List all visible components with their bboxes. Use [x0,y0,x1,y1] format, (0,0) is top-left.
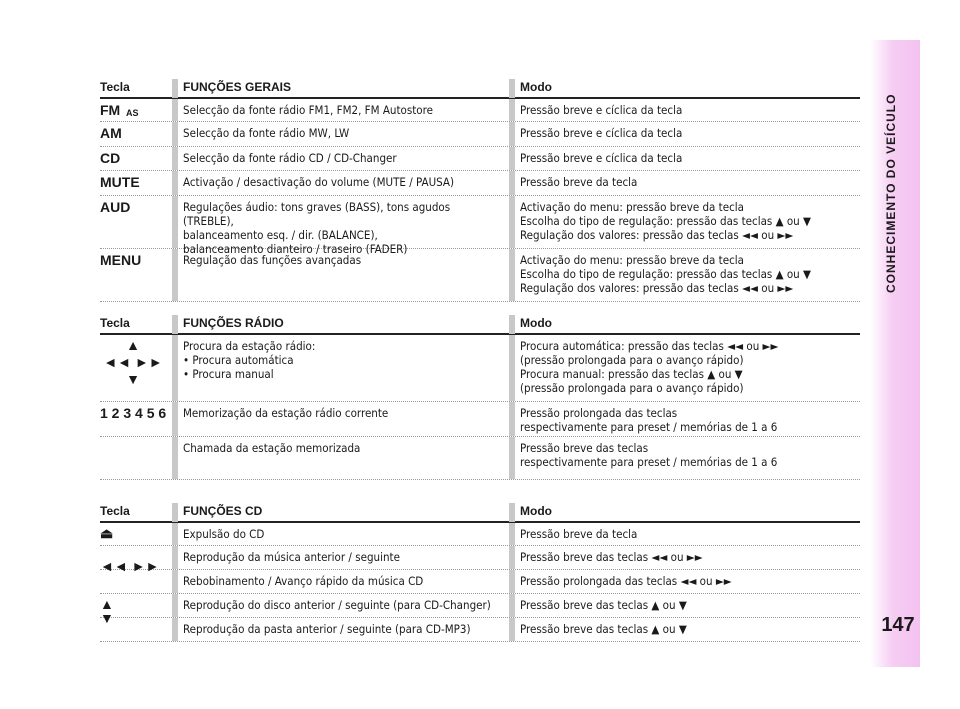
table-header [100,78,860,99]
mode-text: Pressão breve e cíclica da tecla [520,126,683,140]
radio-functions-table [100,314,860,480]
table-row [100,171,860,196]
key-label: AUD [100,199,131,215]
function-text: Reprodução do disco anterior / seguinte (para CD-Changer) [183,598,491,612]
mode-text: Pressão breve da tecla [520,527,638,541]
col-key-header: Tecla [100,316,130,330]
cd-functions-table [100,502,860,642]
function-text: Reprodução da música anterior / seguinte [183,550,400,564]
function-text: Activação / desactivação do volume (MUTE / PAUSA) [183,175,455,189]
key-label: MENU [100,252,142,268]
key-label: AM [100,125,122,141]
col-mode-header: Modo [520,504,552,518]
mode-text: Pressão breve das teclas ◄◄ ou ►► [520,550,703,564]
mode-text: Activação do menu: pressão breve da tecla Escolha do tipo de regulação: pressão das teclas ▲ ou ▼ Regulação dos valores: pressão das teclas ◄◄ ou ►► [520,200,811,242]
table-row [100,147,860,171]
key-label: ▲ ◄◄ ►► ▼ [103,337,163,387]
table-row [100,196,860,256]
mode-text: Pressão breve das teclas ▲ ou ▼ [520,622,687,636]
col-mode-header: Modo [520,316,552,330]
table-row [100,99,860,122]
table-row [100,594,860,626]
function-text: Selecção da fonte rádio CD / CD-Changer [183,151,397,165]
key-label: CD [100,150,121,166]
key-label: MUTE [100,174,140,190]
col-key-header: Tecla [100,80,130,94]
function-text: Regulação das funções avançadas [183,253,362,267]
mode-text: Pressão breve da tecla [520,175,638,189]
mode-text: Pressão breve e cíclica da tecla [520,103,683,117]
function-text: Rebobinamento / Avanço rápido da música CD [183,574,424,588]
page-number: 147 [881,614,915,636]
table-row [100,570,860,594]
key-label: FM [100,102,121,118]
mode-text: Procura automática: pressão das teclas ◄◄ ou ►► (pressão prolongada para o avanço rápido) Procura manual: pressão das teclas ▲ ou ▼ (pressão prolongada para o avanço rápido) [520,339,779,395]
mode-text: Pressão breve das teclas ▲ ou ▼ [520,598,687,612]
table-row [100,249,860,302]
table-header [100,314,860,335]
general-functions-table [100,78,860,302]
table-row [100,546,860,574]
table-row [100,523,860,546]
table-row [100,122,860,147]
key-label: ▲ ▼ [100,596,114,626]
mode-text: Activação do menu: pressão breve da tecla Escolha do tipo de regulação: pressão das teclas ▲ ou ▼ Regulação dos valores: pressão das teclas ◄◄ ou ►► [520,253,811,295]
mode-text: Pressão prolongada das teclas ◄◄ ou ►► [520,574,732,588]
col-functions-header: FUNÇÕES GERAIS [183,80,292,94]
mode-text: Pressão prolongada das teclas respectivamente para preset / memórias de 1 a 6 [520,406,778,434]
function-text: Memorização da estação rádio corrente [183,406,389,420]
table-row [100,618,860,642]
function-text: Selecção da fonte rádio FM1, FM2, FM Autostore [183,103,433,117]
col-key-header: Tecla [100,504,130,518]
key-label: 1 2 3 4 5 6 [100,405,167,421]
col-mode-header: Modo [520,80,552,94]
mode-text: Pressão breve das teclas respectivamente para preset / memórias de 1 a 6 [520,441,778,469]
key-label: ◄◄ ►► [100,558,160,574]
function-text: Expulsão do CD [183,527,265,541]
function-text: Procura da estação rádio: • Procura automática • Procura manual [183,339,316,381]
function-text: Regulações áudio: tons graves (BASS), tons agudos (TREBLE), balanceamento esq. / dir. (BALANCE), balanceamento dianteiro / traseiro (FADER) [183,200,451,256]
table-row [100,402,860,437]
table-row [100,335,860,402]
col-functions-header: FUNÇÕES RÁDIO [183,316,284,330]
table-row [100,437,860,480]
key-sublabel: AS [126,108,139,118]
mode-text: Pressão breve e cíclica da tecla [520,151,683,165]
section-title: CONHECIMENTO DO VEÍCULO [884,93,898,293]
col-functions-header: FUNÇÕES CD [183,504,263,518]
table-header [100,502,860,523]
key-label: ⏏ [100,525,114,541]
function-text: Reprodução da pasta anterior / seguinte (para CD-MP3) [183,622,471,636]
function-text: Selecção da fonte rádio MW, LW [183,126,350,140]
function-text: Chamada da estação memorizada [183,441,361,455]
